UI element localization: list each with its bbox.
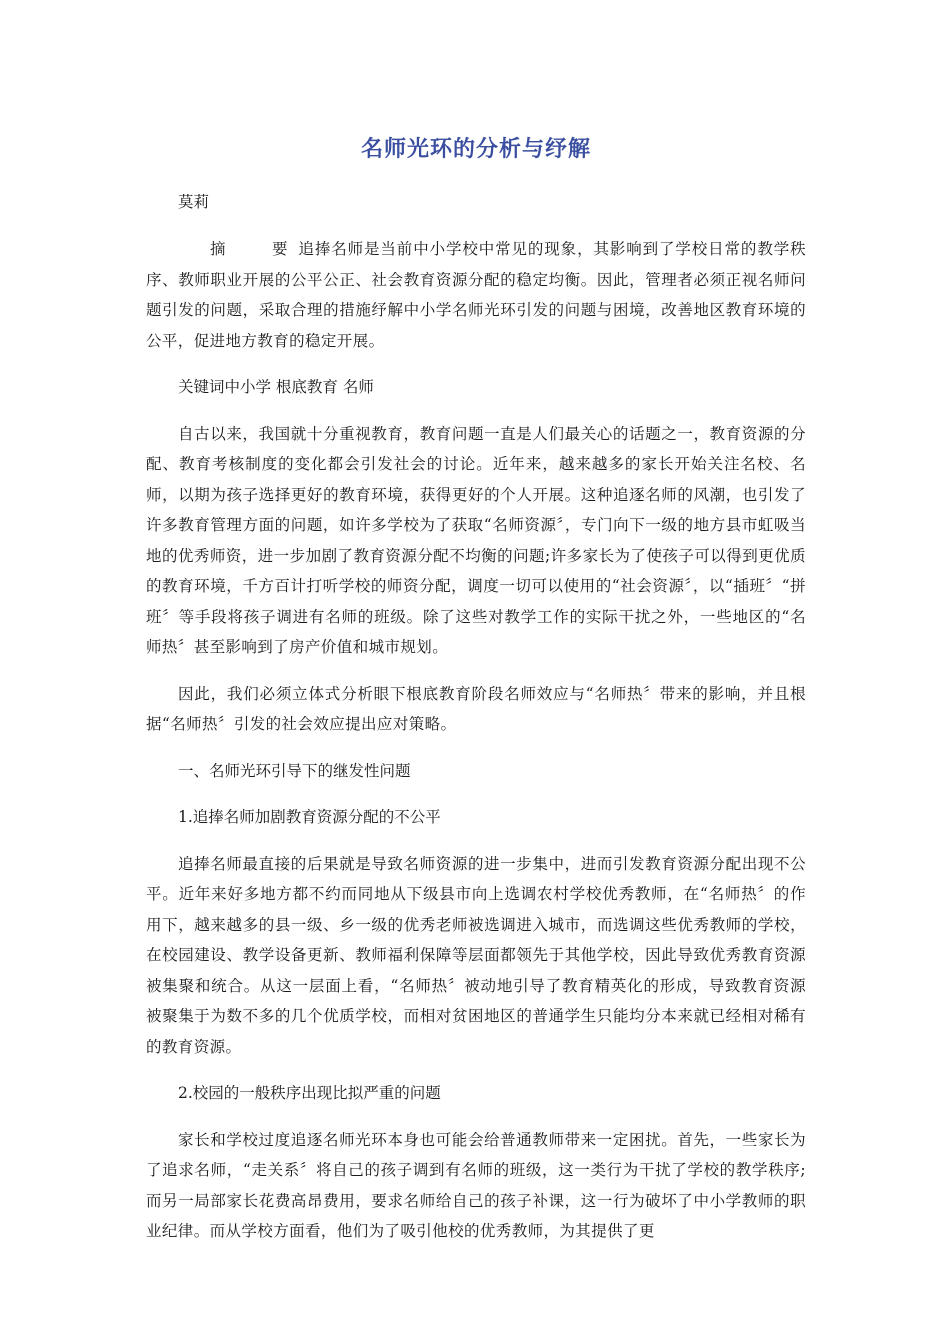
subsection-one-heading: 1.追捧名师加剧教育资源分配的不公平 bbox=[178, 808, 441, 826]
subsection-two-text: 家长和学校过度追逐名师光环本身也可能会给普通教师带来一定困扰。首先，一些家长为了追求名师，“走关系〞将自己的孩子调到有名师的班级，这一类行为干扰了学校的教学秩序;而另一局部家长花费高昂费用，要求名师给自己的孩子补课，这一行为破坏了中小学教师的职业纪律。而从学校方面看，他们为了吸引他校的优秀教师，为其提供了更 bbox=[146, 1130, 806, 1240]
second-paragraph: 因此，我们必须立体式分析眼下根底教育阶段名师效应与“名师热〞带来的影响，并且根据“名师热〞引发的社会效应提出应对策略。 bbox=[146, 684, 806, 733]
intro-paragraph: 自古以来，我国就十分重视教育，教育问题一直是人们最关心的话题之一，教育资源的分配、教育考核制度的变化都会引发社会的讨论。近年来，越来越多的家长开始关注名校、名师，以期为孩子选择更好的教育环境，获得更好的个人开展。这种追逐名师的风潮，也引发了许多教育管理方面的问题，如许多学校为了获取“名师资源〞，专门向下一级的地方县市虹吸当地的优秀师资，进一步加剧了教育资源分配不均衡的问题;许多家长为了使孩子可以得到更优质的教育环境，千方百计打听学校的师资分配，调度一切可以使用的“社会资源〞，以“插班〞“拼班〞等手段将孩子调进有名师的班级。除了这些对教学工作的实际干扰之外，一些地区的“名师热〞甚至影响到了房产价值和城市规划。 bbox=[146, 424, 806, 656]
author-name: 莫莉 bbox=[178, 193, 210, 211]
subsection-one-text: 追捧名师最直接的后果就是导致名师资源的进一步集中，进而引发教育资源分配出现不公平。近年来好多地方都不约而同地从下级县市向上选调农村学校优秀教师，在“名师热〞的作用下，越来越多的县一级、乡一级的优秀老师被选调进入城市，而选调这些优秀教师的学校，在校园建设、教学设备更新、教师福利保障等层面都领先于其他学校，因此导致优秀教育资源被集聚和统合。从这一层面上看，“名师热〞被动地引导了教育精英化的形成，导致教育资源被聚集于为数不多的几个优质学校，而相对贫困地区的普通学生只能均分本来就已经相对稀有的教育资源。 bbox=[146, 854, 806, 1056]
subsection-two-heading: 2.校园的一般秩序出现比拟严重的问题 bbox=[178, 1084, 441, 1102]
section-one-heading: 一、名师光环引导下的继发性问题 bbox=[178, 761, 411, 780]
document-page bbox=[146, 130, 806, 1247]
abstract-text: 追捧名师是当前中小学校中常见的现象，其影响到了学校日常的教学秩序、教师职业开展的公平公正、社会教育资源分配的稳定均衡。因此，管理者必须正视名师问题引发的问题，采取合理的措施纾解中小学名师光环引发的问题与困境，改善地区教育环境的公平，促进地方教育的稳定开展。 bbox=[146, 240, 806, 350]
keywords-line: 关键词中小学 根底教育 名师 bbox=[178, 378, 374, 396]
abstract-paragraph bbox=[146, 234, 806, 356]
document-title: 名师光环的分析与纾解 bbox=[360, 137, 591, 162]
abstract-label: 摘 要 bbox=[210, 240, 288, 258]
